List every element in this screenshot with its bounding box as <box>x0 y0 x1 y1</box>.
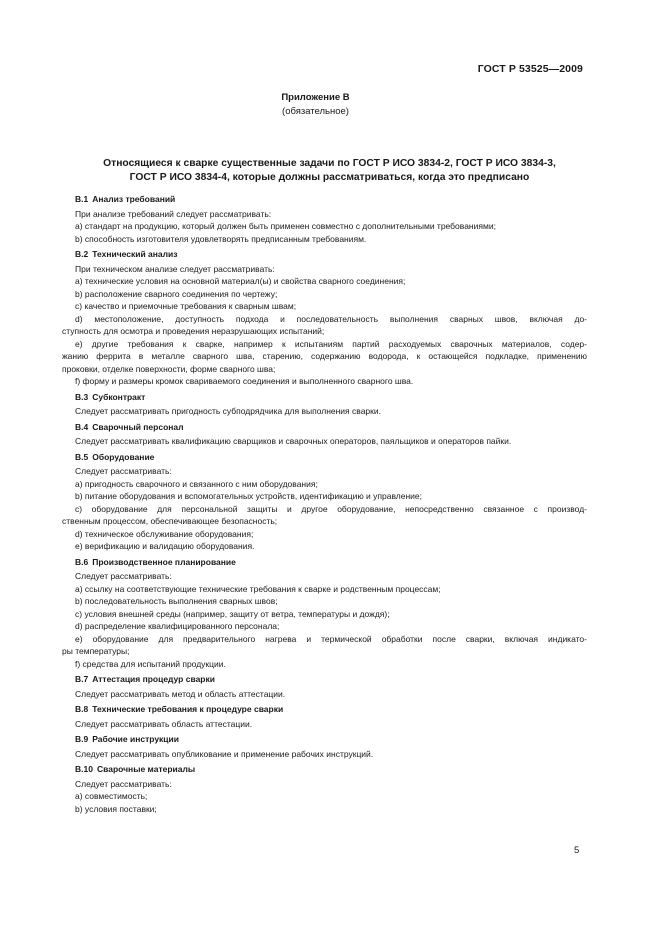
list-item: e) верификацию и валидацию оборудования. <box>75 541 255 551</box>
list-item: f) средства для испытаний продукции. <box>75 658 226 669</box>
list-item: a) совместимость; <box>75 791 148 801</box>
page-number: 5 <box>574 845 580 856</box>
section-heading: В.4 Сварочный персонал <box>75 421 184 432</box>
section-intro: При техническом анализе следует рассматривать: <box>75 263 275 274</box>
section-text: Следует рассматривать область аттестации. <box>75 718 253 729</box>
list-item-continuation: жанию феррита в металле сварного шва, старению, содержанию водорода, к остающейся подкладке, применению <box>62 351 587 361</box>
list-item: b) условия поставки; <box>75 803 157 814</box>
list-item: e) другие требования к сварке, например к испытаниям партий расходуемых сварочных материалов, содер- <box>75 338 587 349</box>
list-item: e) оборудование для предварительного нагрева и термической обработки после сварки, включая индикато- <box>75 633 587 644</box>
list-item-continuation: проковки, отделке поверхности, форме сварного шва; <box>62 363 276 374</box>
list-item: a) ссылку на соответствующие технические требования к сварке и родственным процессам; <box>75 583 441 594</box>
section-text: Следует рассматривать квалификацию сварщиков и сварочных операторов, паяльщиков и операторов пайки. <box>75 436 512 446</box>
list-item: f) форму и размеры кромок свариваемого соединения и выполненного сварного шва. <box>75 376 414 386</box>
section-heading: В.1 Анализ требований <box>75 194 176 204</box>
list-item: c) качество и приемочные требования к сварным швам; <box>75 301 297 311</box>
list-item-continuation: ры температуры; <box>62 646 130 656</box>
section-heading: В.5 Оборудование <box>75 451 155 462</box>
appendix-title: Приложение В <box>281 92 350 103</box>
list-item: b) расположение сварного соединения по чертежу; <box>75 288 278 299</box>
document-code: ГОСТ Р 53525—2009 <box>477 63 583 75</box>
list-item: a) стандарт на продукцию, который должен быть применен совместно с дополнительными требованиями; <box>75 221 496 231</box>
list-item: a) технические условия на основной материал(ы) и свойства сварного соединения; <box>75 276 406 286</box>
list-item: a) пригодность сварочного и связанного с ним оборудования; <box>75 478 318 489</box>
appendix-status: (обязательное) <box>282 106 349 117</box>
list-item: d) техническое обслуживание оборудования; <box>75 528 254 539</box>
list-item-continuation: ступность для осмотра и проведения неразрушающих испытаний; <box>62 326 325 336</box>
section-text: Следует рассматривать опубликование и применение рабочих инструкций. <box>75 748 374 759</box>
section-intro: Следует рассматривать: <box>75 571 172 581</box>
main-title-line: ГОСТ Р ИСО 3834-4, которые должны рассматриваться, когда это предписано <box>129 172 530 183</box>
list-item: c) условия внешней среды (например, защиту от ветра, температуры и дождя); <box>75 608 390 619</box>
section-text: Следует рассматривать метод и область аттестации. <box>75 688 286 699</box>
list-item: d) местоположение, доступность подхода и последовательность выполнения сварных швов, включая до- <box>75 313 587 324</box>
section-intro: Следует рассматривать: <box>75 466 172 476</box>
section-heading: В.9 Рабочие инструкции <box>75 734 179 744</box>
section-heading: В.6 Производственное планирование <box>75 556 236 567</box>
main-title <box>62 157 597 185</box>
section-heading: В.2 Технический анализ <box>75 249 178 259</box>
section-heading: В.7 Аттестация процедур сварки <box>75 674 215 684</box>
list-item: b) последовательность выполнения сварных швов; <box>75 596 278 606</box>
main-title-line: Относящиеся к сварке существенные задачи по ГОСТ Р ИСО 3834-2, ГОСТ Р ИСО 3834-3, <box>103 158 556 169</box>
list-item-continuation: ственным процессом, обеспечивающее безопасность; <box>62 516 278 526</box>
list-item: d) распределение квалифицированного персонала; <box>75 621 280 631</box>
section-intro: Следует рассматривать: <box>75 778 172 789</box>
section-heading: В.3 Субконтракт <box>75 391 146 402</box>
section-heading: В.10 Сварочные материалы <box>75 764 196 774</box>
document-body <box>62 190 587 815</box>
section-heading: В.8 Технические требования к процедуре сварки <box>75 704 284 714</box>
section-text: Следует рассматривать пригодность субподрядчика для выполнения сварки. <box>75 406 381 416</box>
list-item: c) оборудование для персональной защиты и другое оборудование, непосредственно связанное с производ- <box>75 503 587 514</box>
section-intro: При анализе требований следует рассматривать: <box>75 208 272 219</box>
list-item: b) питание оборудования и вспомогательных устройств, идентификацию и управление; <box>75 491 423 501</box>
list-item: b) способность изготовителя удовлетворять предписанным требованиям. <box>75 233 367 244</box>
